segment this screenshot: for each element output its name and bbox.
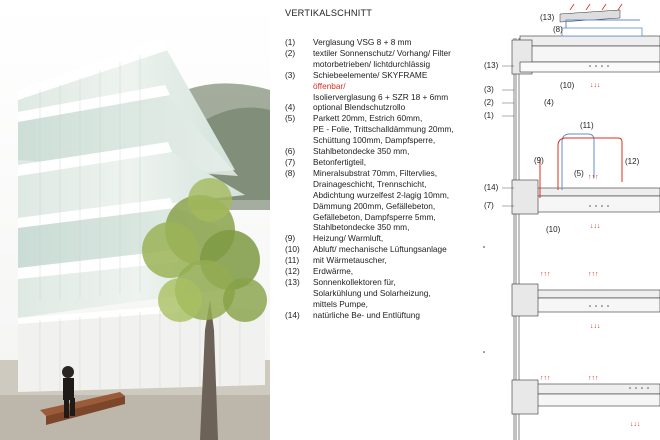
legend-item-5: (5) Parkett 20mm, Estrich 60mm, <box>285 113 423 124</box>
label-8: (8) <box>553 25 563 34</box>
legend-item-3-red: öffenbar/ <box>313 80 346 91</box>
svg-text:↓↓↓: ↓↓↓ <box>590 323 601 330</box>
duct-red-loop <box>558 138 622 190</box>
svg-text:↑↑↑: ↑↑↑ <box>540 375 551 382</box>
duct-blue-loop <box>562 134 594 190</box>
legend-item-10: (10) Abluft/ mechanische Lüftungsanlage <box>285 244 447 255</box>
legend-list: (1) Verglasung VSG 8 + 8 mm (2) textiler Sonnenschutz/ Vorhang/ Filter motorbetrieben/ lichtdurchlässig (3) Schiebeelemente/ SKYFRAME öffenbar/ Isolierverglasung 6 + SZR 18 + 6mm (4) optional Blendschutzrollo (5) Parkett 20mm, Estrich 60mm, PE - Folie, Trittschalldämmung 20mm, Schüttung 100mm, Dampfsperre, (6) Stahlbetondecke 350 mm, (7) Betonfertigteil, (8) Mineralsubstrat 70mm, Filtervlies, Drainageschicht, Trennschicht, Abdichtung wurzelfest 2-lagig 10mm, Dämmung 200mm, Gefällebeton, Gefällebeton, Dampfsperre 5mm, Stahlbetondecke 350 mm, (9) Heizung/ Warmluft, (10) Abluft/ mechanische Lüftungsanlage (11) mit Wärmetauscher, (12) Erdwärme, (13) Sonnenkollektoren für, Solarkühlung und Solarheizung, mittels Pumpe, (14) natürliche Be- und Entlüftung <box>285 37 485 321</box>
vertical-section-drawing <box>470 0 660 440</box>
legend-item-12: (12) Erdwärme, <box>285 266 354 277</box>
label-7: (7) <box>484 201 494 210</box>
label-1: (1) <box>484 111 494 120</box>
legend-item-3: (3) Schiebeelemente/ SKYFRAME <box>285 69 428 80</box>
section-title: VERTIKALSCHNITT <box>285 8 373 18</box>
label-10: (10) <box>546 225 561 234</box>
legend-item-1: (1) Verglasung VSG 8 + 8 mm <box>285 37 412 47</box>
label-2: (2) <box>484 98 494 107</box>
svg-text:↓↓↓: ↓↓↓ <box>590 82 601 89</box>
svg-text:↑↑↑: ↑↑↑ <box>588 174 599 181</box>
legend-item-13: (13) Sonnenkollektoren für, <box>285 276 396 287</box>
duct-blue-top <box>566 20 640 28</box>
legend-item-11: (11) mit Wärmetauscher, <box>285 255 387 266</box>
svg-text:↓↓↓: ↓↓↓ <box>630 421 641 428</box>
legend-item-9: (9) Heizung/ Warmluft, <box>285 233 384 244</box>
building-rendering <box>0 0 270 440</box>
label-5: (5) <box>574 169 584 178</box>
legend-item-8: (8) Mineralsubstrat 70mm, Filtervlies, <box>285 167 438 178</box>
legend-item-6: (6) Stahlbetondecke 350 mm, <box>285 146 410 157</box>
svg-text:↓↓↓: ↓↓↓ <box>590 223 601 230</box>
label-12: (12) <box>625 157 640 166</box>
label-13-top: (13) <box>540 13 555 22</box>
floor-slab-3 <box>512 380 660 414</box>
legend-item-2-cont: motorbetrieben/ lichtdurchlässig <box>313 58 431 69</box>
svg-text:↑↑↑: ↑↑↑ <box>540 271 551 278</box>
svg-text:↑↑↑: ↑↑↑ <box>588 271 599 278</box>
floor-slab-1 <box>512 180 660 214</box>
floor-slab-2 <box>512 284 660 316</box>
legend-item-4: (4) optional Blendschutzrollo <box>285 102 406 113</box>
label-14: (14) <box>484 183 499 192</box>
label-10-top: (10) <box>560 81 575 90</box>
label-11: (11) <box>580 121 594 130</box>
svg-text:↑↑↑: ↑↑↑ <box>588 375 599 382</box>
legend-item-2: (2) textiler Sonnenschutz/ Vorhang/ Filter <box>285 47 451 58</box>
legend-item-3-cont: Isolierverglasung 6 + SZR 18 + 6mm <box>313 91 449 102</box>
label-13: (13) <box>484 61 499 70</box>
legend-item-14: (14) natürliche Be- und Entlüftung <box>285 309 421 320</box>
label-4: (4) <box>544 98 554 107</box>
label-9: (9) <box>534 156 544 165</box>
legend-item-7: (7) Betonfertigteil, <box>285 156 367 167</box>
label-3: (3) <box>484 85 494 94</box>
